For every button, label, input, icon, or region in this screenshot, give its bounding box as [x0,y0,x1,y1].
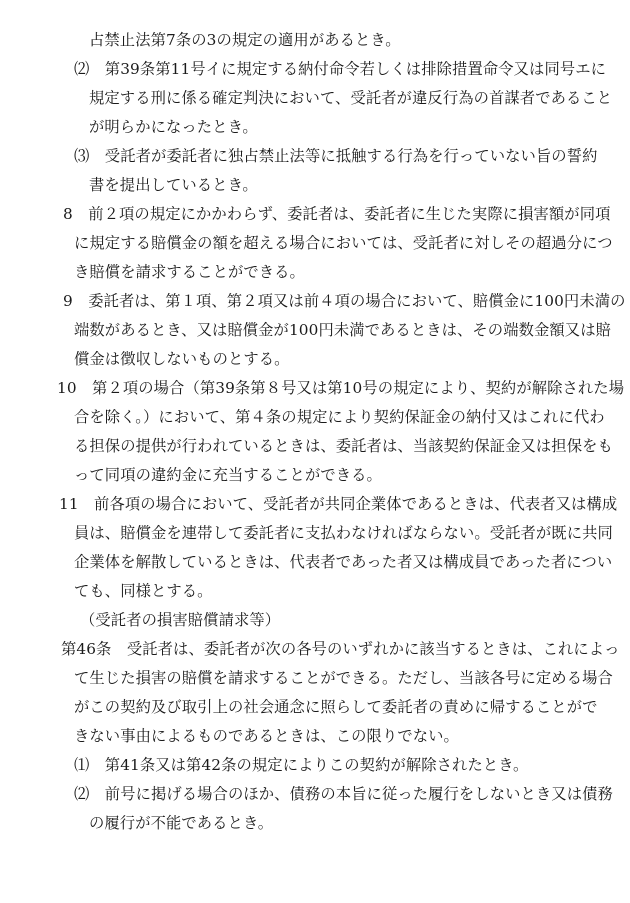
text-line: 企業体を解散しているときは、代表者であった者又は構成員であった者につい [74,553,613,571]
text-line: 11 前各項の場合において、受託者が共同企業体であるときは、代表者又は構成 [59,495,618,513]
text-line: 占禁止法第7条の3の規定の適用があるとき。 [89,31,401,49]
text-line: がこの契約及び取引上の社会通念に照らして委託者の責めに帰することがで [74,698,598,716]
text-line: きない事由によるものであるときは、この限りでない。 [74,727,459,745]
text-line: 合を除く。）において、第４条の規定により契約保証金の納付又はこれに代わ [74,408,605,426]
text-line: ⑴ 第41条又は第42条の規定によりこの契約が解除されたとき。 [74,756,529,774]
text-line: る担保の提供が行われているときは、委託者は、当該契約保証金又は担保をも [74,437,613,455]
text-line: 員は、賠償金を連帯して委託者に支払わなければならない。受託者が既に共同 [74,524,613,542]
text-line: 8 前２項の規定にかかわらず、委託者は、委託者に生じた実際に損害額が同項 [63,205,611,223]
text-line: ても、同様とする。 [74,582,213,600]
text-line: ⑶ 受託者が委託者に独占禁止法等に抵触する行為を行っていない旨の誓約 [74,147,598,165]
text-line: き賠償を請求することができる。 [74,263,305,281]
text-line: 償金は徴収しないものとする。 [74,350,290,368]
text-line: 第46条 受託者は、委託者が次の各号のいずれかに該当するときは、これによっ [61,640,620,658]
text-line: て生じた損害の賠償を請求することができる。ただし、当該各号に定める場合 [74,669,613,687]
text-line: 書を提出しているとき。 [89,176,258,194]
text-line: （受託者の損害賠償請求等） [80,611,281,629]
text-line: ⑵ 第39条第11号イに規定する納付命令若しくは排除措置命令又は同号エに [74,60,607,78]
text-line: ⑵ 前号に掲げる場合のほか、債務の本旨に従った履行をしないとき又は債務 [74,785,613,803]
text-line: って同項の違約金に充当することができる。 [74,466,382,484]
text-line: 規定する刑に係る確定判決において、受託者が違反行為の首謀者であること [89,89,613,107]
text-line: に規定する賠償金の額を超える場合においては、受託者に対しその超過分につ [74,234,613,252]
text-line: 9 委託者は、第１項、第２項又は前４項の場合において、賠償金に100円未満の [63,292,626,310]
text-line: 端数があるとき、又は賠償金が100円未満であるときは、その端数金額又は賠 [74,321,611,339]
text-line: が明らかになったとき。 [89,118,258,136]
text-line: の履行が不能であるとき。 [89,814,274,832]
text-line: 10 第２項の場合（第39条第８号又は第10号の規定により、契約が解除された場 [57,379,625,397]
